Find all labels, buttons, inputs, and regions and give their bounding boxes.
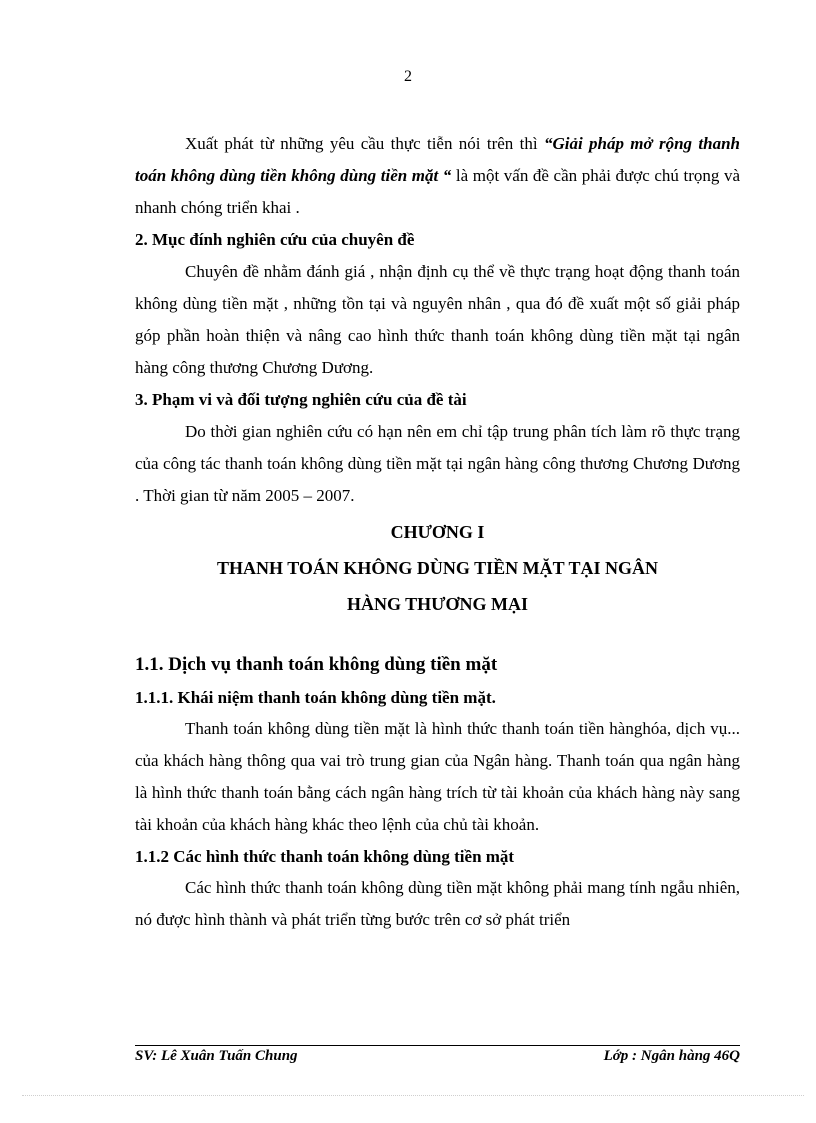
section-1-1-2-heading: 1.1.2 Các hình thức thanh toán không dùng tiền mặt <box>135 847 515 866</box>
chapter-label: CHƯƠNG I <box>390 522 485 542</box>
section-1-1-1-heading: 1.1.1. Khái niệm thanh toán không dùng tiền mặt. <box>135 688 496 707</box>
section-1-1-1-text: Thanh toán không dùng tiền mặt là hình thức thanh toán tiền hànghóa, dịch vụ... của khách hàng thông qua vai trò trung gian của Ngân hàng. Thanh toán qua ngân hàng là hình thức thanh toán bằng cách ngân hàng trích từ tài khoản của khách hàng này sang tài khoản của khách hàng khác theo lệnh của chủ tài khoản. <box>135 719 740 834</box>
chapter-title-line-2: HÀNG THƯƠNG MẠI <box>346 594 528 614</box>
chapter-title-line-1: THANH TOÁN KHÔNG DÙNG TIỀN MẶT TẠI NGÂN <box>217 558 658 578</box>
page-number: 2 <box>404 68 412 85</box>
footer-student: SV: Lê Xuân Tuấn Chung <box>135 1048 298 1064</box>
section-1-1-2-text: Các hình thức thanh toán không dùng tiền mặt không phải mang tính ngẫu nhiên, nó được hình thành và phát triển từng bước trên cơ sở phát triển <box>135 878 740 929</box>
footer-class: Lớp : Ngân hàng 46Q <box>603 1048 740 1064</box>
section-2-text: Chuyên đề nhằm đánh giá , nhận định cụ thể về thực trạng hoạt động thanh toán không dùng tiền mặt , những tồn tại và nguyên nhân , qua đó đề xuất một số giải pháp góp phần hoàn thiện và nâng cao hình thức thanh toán không dùng tiền mặt tại ngân hàng công thương Chương Dương. <box>135 262 740 377</box>
intro-paragraph <box>135 128 740 224</box>
section-2-heading: 2. Mục đính nghiên cứu của chuyên đề <box>135 230 415 249</box>
footer-divider <box>135 1045 740 1046</box>
section-1-1-heading: 1.1. Dịch vụ thanh toán không dùng tiền mặt <box>135 654 498 675</box>
section-3-text: Do thời gian nghiên cứu có hạn nên em chỉ tập trung phân tích làm rõ thực trạng của công tác thanh toán không dùng tiền mặt tại ngân hàng công thương Chương Dương . Thời gian từ năm 2005 – 2007. <box>135 422 740 505</box>
section-3-heading: 3. Phạm vi và đối tượng nghiên cứu của đề tài <box>135 390 467 409</box>
page-bottom-border <box>22 1095 804 1096</box>
intro-suffix: là một vấn đề cần phải được chú trọng và nhanh chóng triển khai . <box>135 166 741 217</box>
intro-emphasis: “Giải pháp mở rộng thanh toán không dùng tiền không dùng tiền mặt “ <box>135 134 740 185</box>
intro-prefix: Xuất phát từ những yêu cầu thực tiễn nói trên thì <box>185 134 544 153</box>
page-content <box>135 128 740 936</box>
